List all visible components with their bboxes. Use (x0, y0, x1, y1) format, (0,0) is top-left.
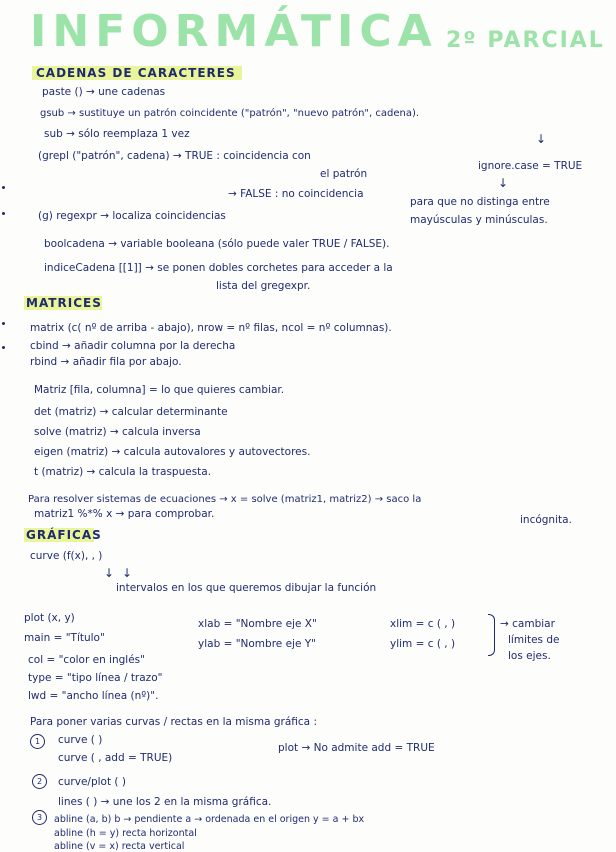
note-line: det (matriz) → calcular determinante (34, 406, 228, 418)
note-line: solve (matriz) → calcula inversa (34, 426, 201, 438)
note-line: abline (v = x) recta vertical (54, 841, 185, 852)
param-line: xlab = "Nombre eje X" (198, 618, 317, 630)
page-title: INFORMÁTICA (30, 6, 438, 57)
param-line: xlim = c ( , ) (390, 618, 456, 630)
side-note: límites de (508, 634, 560, 646)
note-line: paste () → une cadenas (42, 86, 166, 98)
down-arrow-icon: ↓ (122, 566, 133, 580)
margin-mark (2, 212, 5, 215)
note-line: rbind → añadir fila por abajo. (30, 356, 182, 368)
note-line: (grepl ("patrón", cadena) → TRUE : coincidencia con (38, 150, 311, 162)
note-line: boolcadena → variable booleana (sólo puede valer TRUE / FALSE). (44, 238, 390, 250)
note-line: curve (f(x), , ) (30, 550, 103, 562)
param-line: plot (x, y) (24, 612, 75, 624)
side-note: para que no distinga entre (410, 196, 550, 208)
param-line: type = "tipo línea / trazo" (28, 672, 163, 684)
note-line: Para resolver sistemas de ecuaciones → x = solve (matriz1, matriz2) → saco la (28, 494, 422, 505)
note-line: lines ( ) → une los 2 en la misma gráfica. (58, 796, 272, 808)
section-heading-cadenas: CADENAS DE CARACTERES (36, 66, 236, 80)
note-line: indiceCadena [[1]] → se ponen dobles corchetes para acceder a la (44, 262, 393, 274)
note-line: → FALSE : no coincidencia (228, 188, 364, 200)
brace (488, 614, 495, 656)
note-line: plot → No admite add = TRUE (278, 742, 435, 754)
section-heading-graficas: GRÁFICAS (26, 528, 102, 542)
param-line: col = "color en inglés" (28, 654, 145, 666)
note-line: incógnita. (520, 514, 572, 526)
note-line: curve ( ) (58, 734, 103, 746)
margin-mark (2, 186, 5, 189)
param-line: ylim = c ( , ) (390, 638, 456, 650)
item-number: 1 (30, 734, 45, 749)
note-line: curve ( , add = TRUE) (58, 752, 173, 764)
note-line: intervalos en los que queremos dibujar la función (116, 582, 377, 594)
param-line: lwd = "ancho línea (nº)". (28, 690, 159, 702)
page-subtitle: 2º PARCIAL (446, 28, 605, 53)
side-note: los ejes. (508, 650, 551, 662)
side-note: → cambiar (500, 618, 555, 630)
note-line: matrix (c( nº de arriba - abajo), nrow = nº filas, ncol = nº columnas). (30, 322, 392, 334)
note-line: t (matriz) → calcula la traspuesta. (34, 466, 212, 478)
note-line: abline (a, b) b → pendiente a → ordenada en el origen y = a + bx (54, 814, 365, 825)
note-line: gsub → sustituye un patrón coincidente ("patrón", "nuevo patrón", cadena). (40, 108, 420, 119)
note-line: el patrón (320, 168, 368, 180)
item-number: 3 (32, 810, 47, 825)
side-note: ignore.case = TRUE (478, 160, 583, 172)
note-line: cbind → añadir columna por la derecha (30, 340, 236, 352)
down-arrow-icon: ↓ (104, 566, 115, 580)
note-line: abline (h = y) recta horizontal (54, 828, 197, 839)
note-line: curve/plot ( ) (58, 776, 126, 788)
side-note: mayúsculas y minúsculas. (410, 214, 548, 226)
section-heading-matrices: MATRICES (26, 296, 102, 310)
note-line: matriz1 %*% x → para comprobar. (34, 508, 215, 520)
note-line: Matriz [fila, columna] = lo que quieres cambiar. (34, 384, 285, 396)
note-line: lista del gregexpr. (216, 280, 311, 292)
margin-mark (2, 322, 5, 325)
item-number: 2 (32, 774, 47, 789)
margin-mark (2, 346, 5, 349)
note-line: Para poner varias curvas / rectas en la misma gráfica : (30, 716, 317, 728)
note-line: sub → sólo reemplaza 1 vez (44, 128, 190, 140)
down-arrow-icon: ↓ (498, 176, 509, 190)
param-line: main = "Título" (24, 632, 105, 644)
param-line: ylab = "Nombre eje Y" (198, 638, 317, 650)
note-line: (g) regexpr → localiza coincidencias (38, 210, 226, 222)
down-arrow-icon: ↓ (536, 132, 547, 146)
note-line: eigen (matriz) → calcula autovalores y autovectores. (34, 446, 311, 458)
